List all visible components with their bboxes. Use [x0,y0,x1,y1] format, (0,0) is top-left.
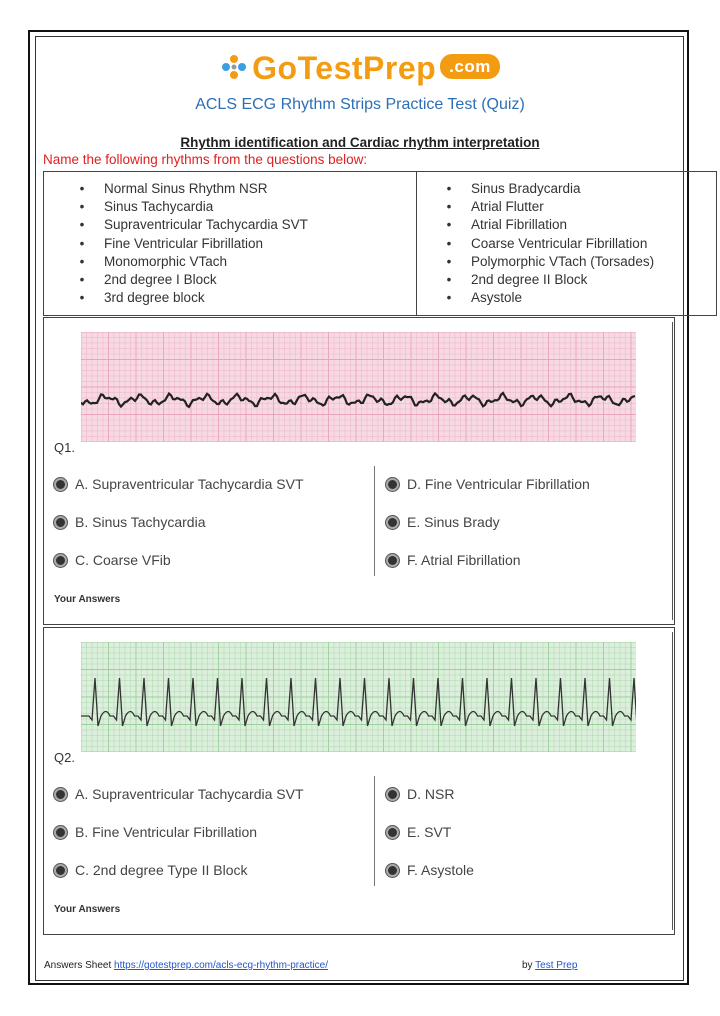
flower-logo-icon [220,52,248,89]
list-item: • Normal Sinus Rhythm NSR [72,180,308,198]
list-item: • Sinus Bradycardia [439,180,654,198]
footer-by [522,960,577,971]
radio-icon[interactable] [386,864,399,877]
list-item: • Polymorphic VTach (Torsades) [439,253,654,271]
rhythm-list-left [72,180,308,307]
section-heading: Rhythm identification and Cardiac rhythm interpretation [180,135,540,150]
question-2-box [43,627,675,935]
answers-sheet-label: Answers Sheet [44,960,112,971]
brand-name-part1: GoTest [252,50,364,86]
ecg-strip-q2 [81,642,636,752]
list-item: • Asystole [439,289,654,307]
radio-icon[interactable] [386,826,399,839]
option-label: F. Atrial Fibrillation [407,552,521,568]
question-1-box [43,317,675,625]
option-c[interactable] [54,862,248,878]
brand-name-part2: Prep [363,50,437,86]
radio-icon[interactable] [386,788,399,801]
list-item: • Atrial Flutter [439,198,654,216]
page-subtitle: ACLS ECG Rhythm Strips Practice Test (Quiz) [195,96,525,113]
option-b[interactable] [54,514,205,530]
list-item: • Fine Ventricular Fibrillation [72,235,308,253]
option-f[interactable] [386,552,521,568]
list-item: • Supraventricular Tachycardia SVT [72,216,308,234]
option-e[interactable] [386,824,451,840]
option-label: E. Sinus Brady [407,514,500,530]
radio-icon[interactable] [54,788,67,801]
radio-icon[interactable] [54,864,67,877]
options-divider [374,776,375,886]
radio-icon[interactable] [54,554,67,567]
rhythm-list-right [439,180,654,307]
by-label: by [522,960,533,971]
footer-answers [44,960,328,971]
option-label: D. Fine Ventricular Fibrillation [407,476,590,492]
radio-icon[interactable] [386,478,399,491]
your-answers-label: Your Answers [54,904,121,915]
list-item: • 2nd degree I Block [72,271,308,289]
decorative-rule [672,322,673,620]
question-label: Q2. [54,750,75,765]
option-label: A. Supraventricular Tachycardia SVT [75,476,304,492]
brand-logo [0,50,720,87]
option-label: E. SVT [407,824,452,840]
option-label: F. Asystole [407,862,474,878]
list-item: • 3rd degree block [72,289,308,307]
option-label: B. Fine Ventricular Fibrillation [75,824,258,840]
ecg-strip-q1 [81,332,636,442]
option-a[interactable] [54,476,304,492]
option-a[interactable] [54,786,304,802]
list-item: • 2nd degree II Block [439,271,654,289]
option-label: C. Coarse VFib [75,552,171,568]
option-f[interactable] [386,862,474,878]
list-item: • Coarse Ventricular Fibrillation [439,235,654,253]
list-item: • Atrial Fibrillation [439,216,654,234]
option-c[interactable] [54,552,171,568]
radio-icon[interactable] [54,516,67,529]
radio-icon[interactable] [386,516,399,529]
answers-sheet-link[interactable]: https://gotestprep.com/acls-ecg-rhythm-practice/ [114,960,329,971]
option-b[interactable] [54,824,257,840]
option-d[interactable] [386,476,590,492]
column-divider [416,172,417,315]
options-divider [374,466,375,576]
option-label: B. Sinus Tachycardia [75,514,206,530]
list-item: • Monomorphic VTach [72,253,308,271]
option-label: A. Supraventricular Tachycardia SVT [75,786,304,802]
radio-icon[interactable] [54,826,67,839]
option-label: D. NSR [407,786,455,802]
decorative-rule [672,632,673,930]
test-prep-link[interactable]: Test Prep [535,960,578,971]
radio-icon[interactable] [54,478,67,491]
list-item: • Sinus Tachycardia [72,198,308,216]
option-d[interactable] [386,786,454,802]
instruction-text: Name the following rhythms from the questions below: [43,152,368,167]
option-e[interactable] [386,514,500,530]
rhythm-list-box [43,171,717,316]
brand-domain-badge: .com [440,54,500,79]
your-answers-label: Your Answers [54,594,121,605]
question-label: Q1. [54,440,75,455]
radio-icon[interactable] [386,554,399,567]
option-label: C. 2nd degree Type II Block [75,862,248,878]
